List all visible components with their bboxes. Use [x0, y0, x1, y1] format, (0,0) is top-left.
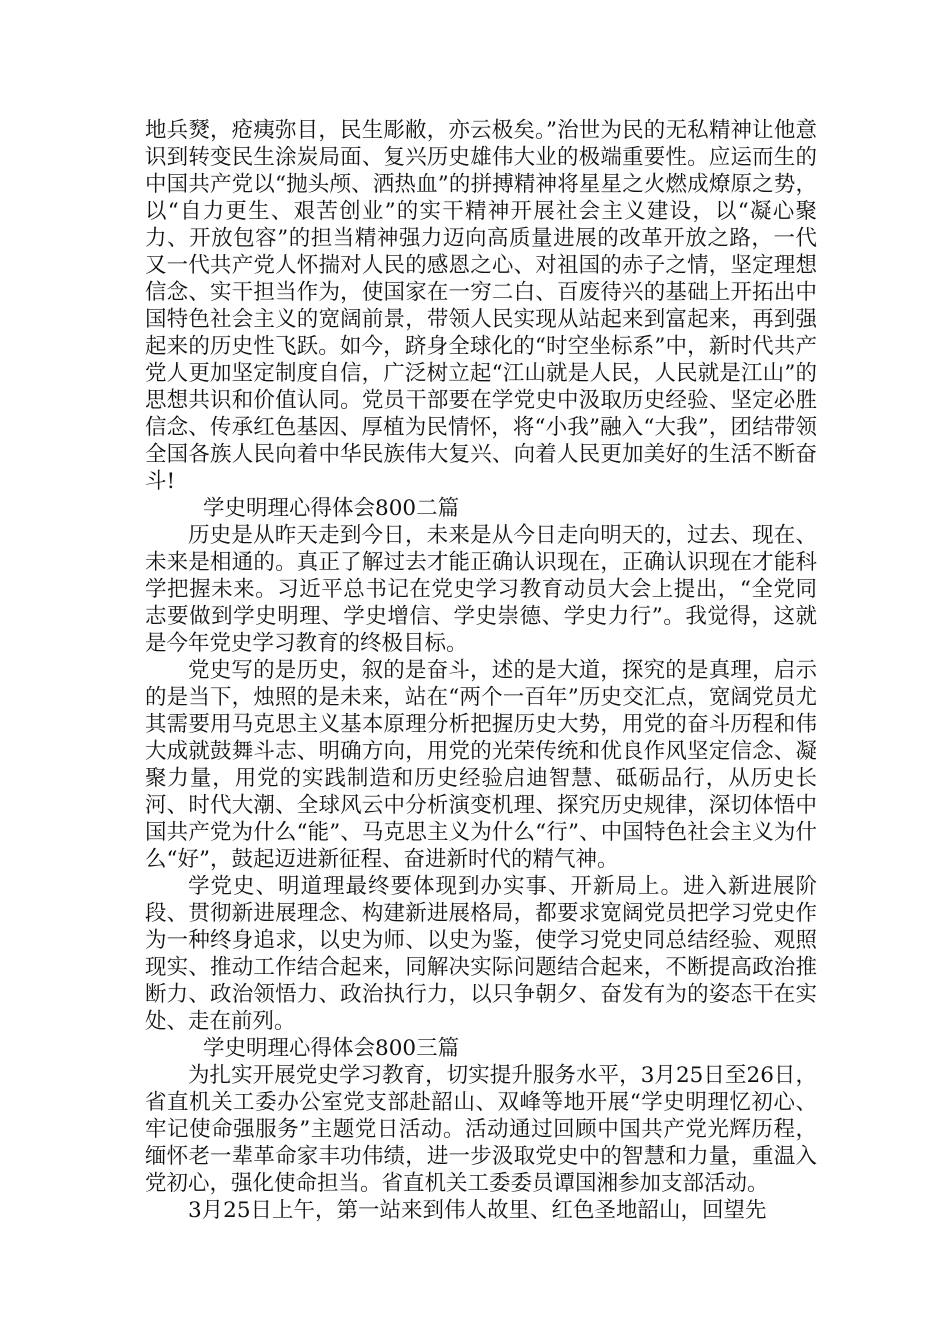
- paragraph-two-c: 学党史、明道理最终要体现到办实事、开新局上。进入新进展阶段、贯彻新进展理念、构建新进展格局，都要求宽阔党员把学习党史作为一种终身追求，以史为师、以史为鉴，使学习党史同总结经验、观照现实、推动工作结合起来，同解决实际问题结合起来，不断提高政治推断力、政治领悟力、政治执行力，以只争朝夕、奋发有为的姿态干在实处、走在前列。: [145, 874, 817, 1034]
- document-page: [145, 117, 817, 1224]
- paragraph-three-a: 为扎实开展党史学习教育，切实提升服务水平，3月25日至26日，省直机关工委办公室党支部赴韶山、双峰等地开展“学史明理忆初心、牢记使命强服务”主题党日活动。活动通过回顾中国共产党光辉历程，缅怀老一辈革命家丰功伟绩，进一步汲取党史中的智慧和力量，重温入党初心，强化使命担当。省直机关工委委员谭国湘参加支部活动。: [145, 1063, 817, 1196]
- paragraph-three-b: 3月25日上午，第一站来到伟人故里、红色圣地韶山，回望先: [188, 1198, 767, 1223]
- section-heading-three: 学史明理心得体会800三篇: [203, 1036, 460, 1061]
- paragraph-two-b: 党史写的是历史，叙的是奋斗，述的是大道，探究的是真理，启示的是当下，烛照的是未来，站在“两个一百年”历史交汇点，宽阔党员尤其需要用马克思主义基本原理分析把握历史大势，用党的奋斗历程和伟大成就鼓舞斗志、明确方向，用党的光荣传统和优良作风坚定信念、凝聚力量，用党的实践制造和历史经验启迪智慧、砥砺品行，从历史长河、时代大潮、全球风云中分析演变机理、探究历史规律，深切体悟中国共产党为什么“能”、马克思主义为什么“行”、中国特色社会主义为什么“好”，鼓起迈进新征程、奋进新时代的精气神。: [145, 658, 817, 872]
- paragraph-continued: 地兵燹，疮痍弥目，民生彫敝，亦云极矣。”治世为民的无私精神让他意识到转变民生涂炭局面、复兴历史雄伟大业的极端重要性。应运而生的中国共产党以“抛头颅、洒热血”的拼搏精神将星星之火燃成燎原之势，以“自力更生、艰苦创业”的实干精神开展社会主义建设，以“凝心聚力、开放包容”的担当精神强力迈向高质量进展的改革开放之路，一代又一代共产党人怀揣对人民的感恩之心、对祖国的赤子之情，坚定理想信念、实干担当作为，使国家在一穷二白、百废待兴的基础上开拓出中国特色社会主义的宽阔前景，带领人民实现从站起来到富起来，再到强起来的历史性飞跃。如今，跻身全球化的“时空坐标系”中，新时代共产党人更加坚定制度自信，广泛树立起“江山就是人民，人民就是江山”的思想共识和价值认同。党员干部要在学党史中汲取历史经验、坚定必胜信念、传承红色基因、厚植为民情怀，将“小我”融入“大我”，团结带领全国各族人民向着中华民族伟大复兴、向着人民更加美好的生活不断奋斗!: [145, 118, 817, 494]
- section-heading-two: 学史明理心得体会800二篇: [203, 496, 460, 521]
- paragraph-two-a: 历史是从昨天走到今日，未来是从今日走向明天的，过去、现在、未来是相通的。真正了解过去才能正确认识现在，正确认识现在才能科学把握未来。习近平总书记在党史学习教育动员大会上提出，“全党同志要做到学史明理、学史增信、学史崇德、学史力行”。我觉得，这就是今年党史学习教育的终极目标。: [145, 523, 817, 656]
